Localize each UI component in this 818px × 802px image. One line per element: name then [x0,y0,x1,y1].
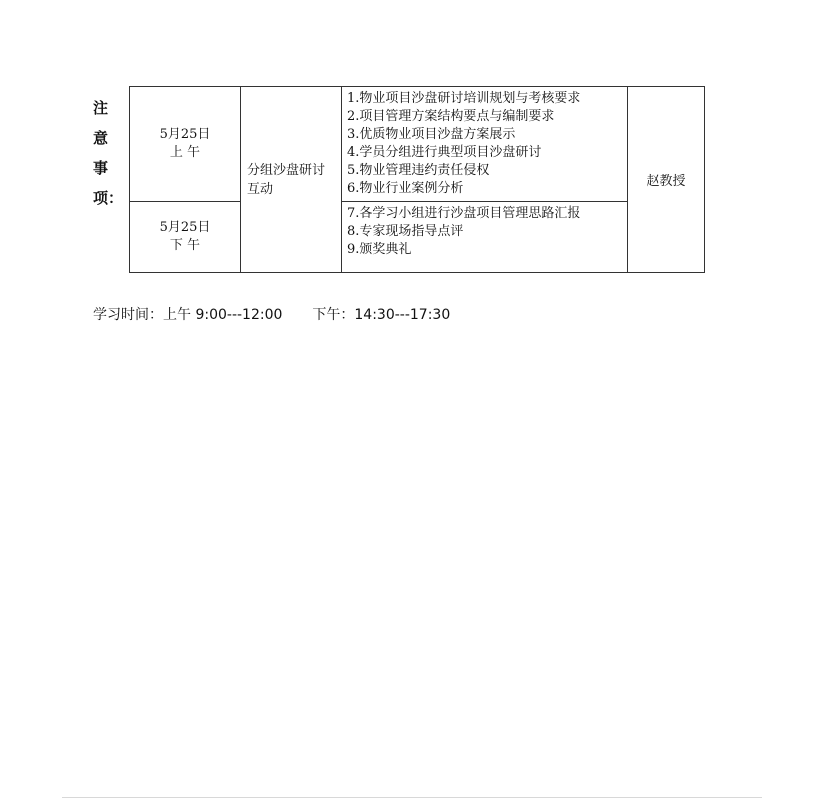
morning-date-cell [130,87,241,202]
date-text: 5月25日 [159,127,211,142]
list-item: 2.项目管理方案结构要点与编制要求 [347,109,555,124]
date-text: 5月25日 [159,220,211,235]
page-divider [62,797,762,798]
study-time-line [93,304,450,324]
notes-label-char: 意 [93,129,109,147]
table-row [130,87,705,202]
teacher-cell: 赵教授 [628,87,705,273]
period-text: 上 午 [169,145,201,160]
topic-cell: 分组沙盘研讨互动 [241,87,342,273]
afternoon-date-cell [130,202,241,273]
list-item: 4.学员分组进行典型项目沙盘研讨 [347,145,542,160]
study-time-morning: 学习时间：上午 9:00---12:00 [93,307,283,323]
notes-label-char: 注 [93,99,109,117]
list-item: 6.物业行业案例分析 [347,181,464,196]
list-item: 8.专家现场指导点评 [347,224,464,239]
study-time-afternoon: 下午：14:30---17:30 [312,307,451,323]
notes-label-char: 事 [93,159,109,177]
list-item: 5.物业管理违约责任侵权 [347,163,490,178]
afternoon-items-cell [342,202,628,273]
schedule-table [129,86,705,273]
list-item: 1.物业项目沙盘研讨培训规划与考核要求 [347,91,581,106]
list-item: 7.各学习小组进行沙盘项目管理思路汇报 [347,206,581,221]
morning-items-cell [342,87,628,202]
notes-label-char: 项： [93,189,124,207]
period-text: 下 午 [169,238,201,253]
table-row [130,202,705,273]
list-item: 3.优质物业项目沙盘方案展示 [347,127,516,142]
notes-label [93,93,123,213]
list-item: 9.颁奖典礼 [347,242,412,257]
